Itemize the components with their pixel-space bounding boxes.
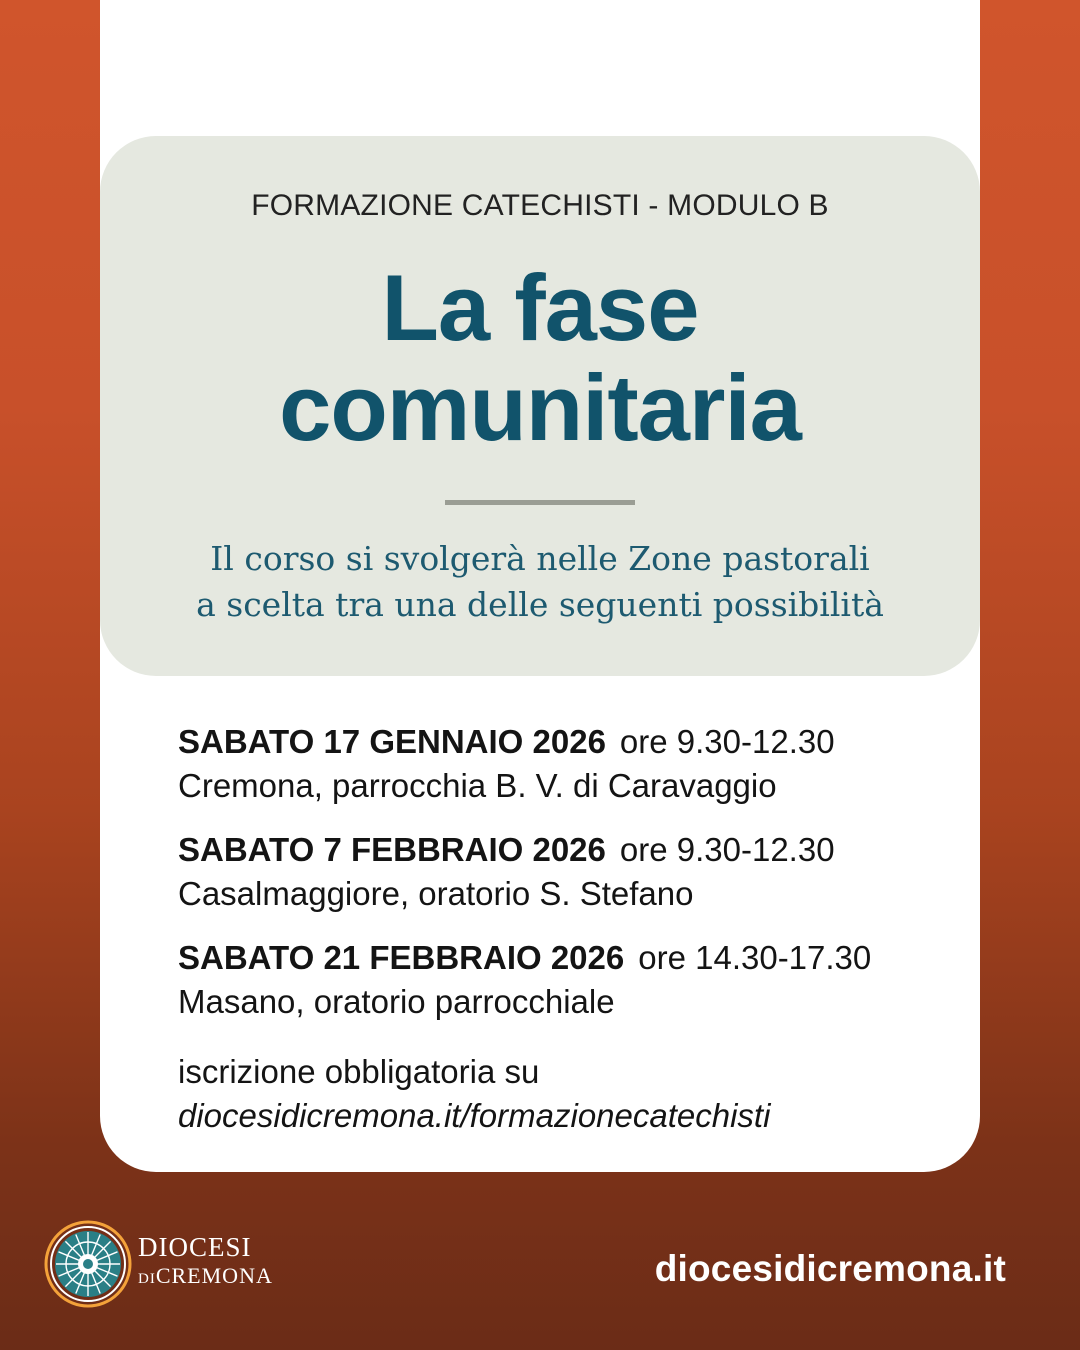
event-card (100, 0, 980, 1172)
signup-link[interactable]: diocesidicremona.it/formazionecatechisti (178, 1097, 771, 1134)
diocese-brand (138, 1232, 273, 1293)
subtitle-line-1: Il corso si svolgerà nelle Zone pastorali (210, 539, 870, 578)
session-item (178, 720, 958, 808)
session-time: ore 14.30-17.30 (638, 939, 872, 976)
module-kicker: FORMAZIONE CATECHISTI - MODULO B (251, 189, 829, 222)
signup-text: iscrizione obbligatoria su (178, 1053, 540, 1090)
session-item (178, 936, 958, 1024)
rose-window-icon (44, 1220, 132, 1308)
session-date: SABATO 21 FEBBRAIO 2026 (178, 939, 625, 976)
subtitle-line-2: a scelta tra una delle seguenti possibilità (196, 585, 884, 624)
session-time: ore 9.30-12.30 (619, 831, 835, 868)
session-place: Casalmaggiore, oratorio S. Stefano (178, 875, 694, 912)
session-place: Masano, oratorio parrocchiale (178, 983, 615, 1020)
divider (445, 500, 635, 505)
website-link[interactable]: diocesidicremona.it (654, 1248, 1006, 1289)
session-date: SABATO 17 GENNAIO 2026 (178, 723, 606, 760)
brand-line-1: DIOCESI (138, 1232, 252, 1262)
brand-line-2: DICREMONA (138, 1263, 273, 1288)
title-line-2: comunitaria (279, 355, 801, 460)
session-date: SABATO 7 FEBBRAIO 2026 (178, 831, 606, 868)
session-list (178, 720, 958, 1044)
session-time: ore 9.30-12.30 (619, 723, 835, 760)
session-place: Cremona, parrocchia B. V. di Caravaggio (178, 767, 777, 804)
title-line-1: La fase (381, 255, 699, 360)
page-title (100, 255, 980, 460)
subtitle (100, 536, 980, 628)
signup-info (178, 1050, 958, 1138)
session-item (178, 828, 958, 916)
